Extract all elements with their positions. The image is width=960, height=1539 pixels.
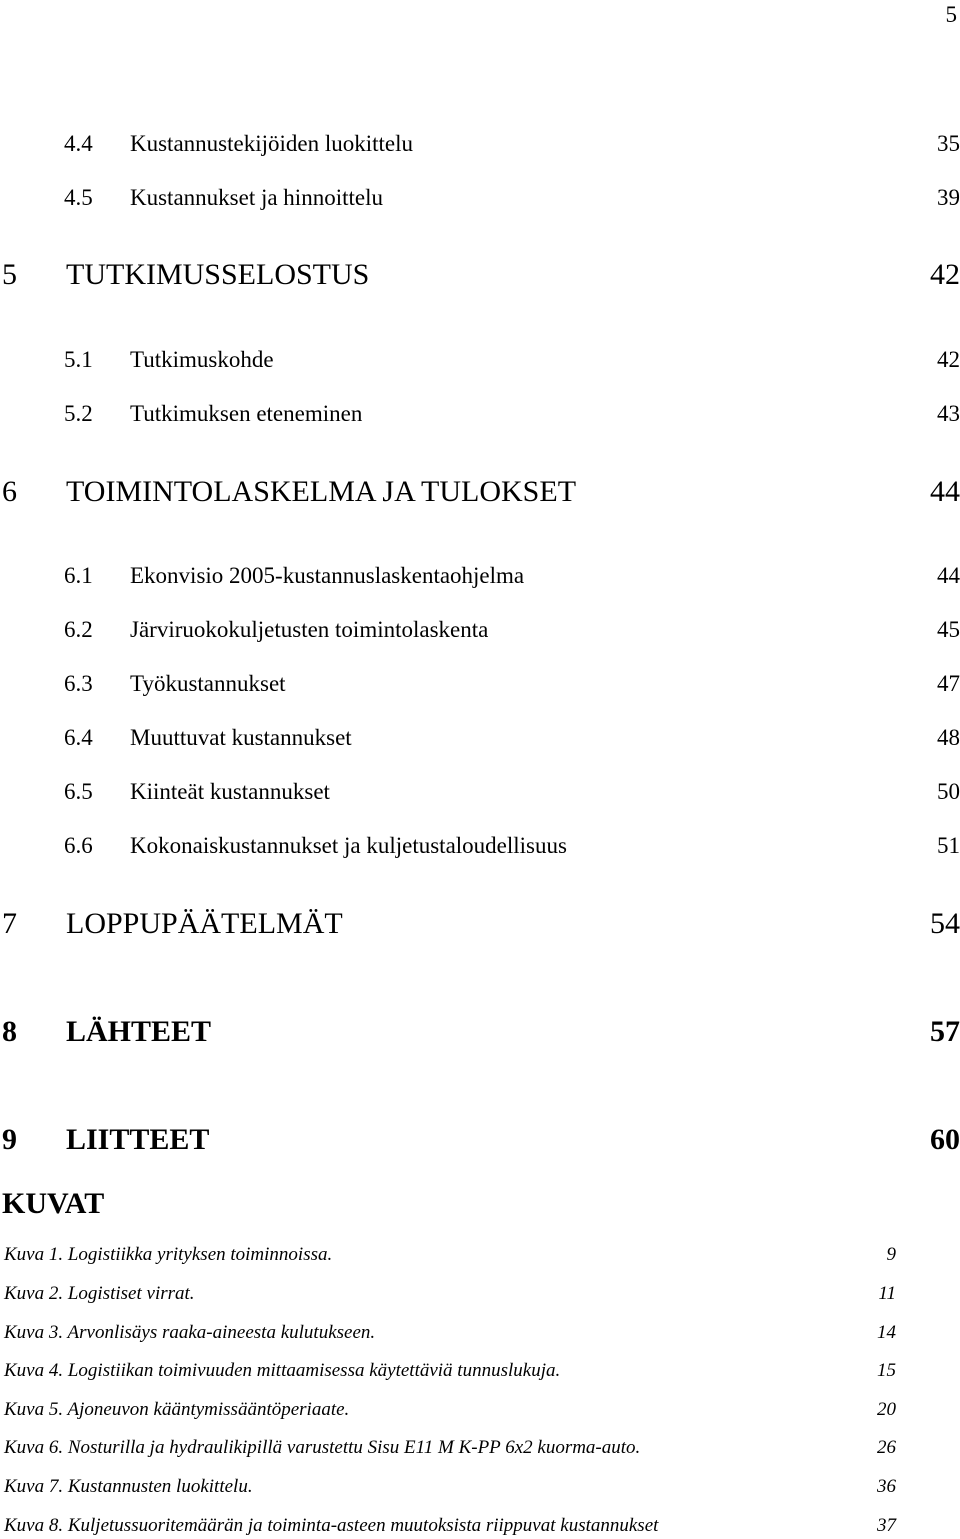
figure-entry-page: 14: [877, 1322, 896, 1343]
toc-chapter-number: 8: [2, 1015, 17, 1048]
toc-chapter-page: 42: [930, 258, 960, 291]
toc-entry-title: Ekonvisio 2005-kustannuslaskentaohjelma: [130, 563, 525, 588]
figure-entry-page: 9: [886, 1244, 896, 1265]
toc-entry-title: Tutkimuskohde: [130, 347, 274, 372]
toc-chapter-number: 5: [2, 258, 17, 291]
toc-entry-title: Kustannukset ja hinnoittelu: [130, 185, 383, 210]
figure-entry-page: 36: [877, 1476, 896, 1497]
toc-entry-title: Kokonaiskustannukset ja kuljetustaloudellisuus: [130, 833, 567, 858]
toc-chapter-page: 57: [930, 1015, 960, 1048]
toc-chapter-page: 60: [930, 1123, 960, 1156]
figure-entry-page: 15: [877, 1360, 896, 1381]
toc-entry-number: 6.1: [64, 563, 93, 588]
toc-entry-number: 6.4: [64, 725, 93, 750]
toc-entry-title: Järviruokokuljetusten toimintolaskenta: [130, 617, 489, 642]
toc-chapter-page: 44: [930, 475, 960, 508]
toc-entry-number: 6.6: [64, 833, 93, 858]
toc-entry-page: 51: [937, 833, 960, 858]
toc-entry-title: Muuttuvat kustannukset: [130, 725, 352, 750]
toc-entry-number: 4.5: [64, 185, 93, 210]
figure-entry-page: 26: [877, 1437, 896, 1458]
toc-chapter-title: TOIMINTOLASKELMA JA TULOKSET: [66, 475, 577, 508]
toc-entry-page: 47: [937, 671, 960, 696]
toc-entry-number: 6.3: [64, 671, 93, 696]
toc-entry-number: 6.2: [64, 617, 93, 642]
figure-entry-title: Kuva 1. Logistiikka yrityksen toiminnoissa.: [4, 1244, 333, 1265]
toc-entry-number: 4.4: [64, 131, 93, 156]
toc-entry-page: 35: [937, 131, 960, 156]
toc-entry-page: 45: [937, 617, 960, 642]
toc-entry-number: 5.1: [64, 347, 93, 372]
toc-chapter-title: TUTKIMUSSELOSTUS: [66, 258, 370, 291]
figure-entry-title: Kuva 2. Logistiset virrat.: [4, 1283, 195, 1304]
toc-chapter-title: LOPPUPÄÄTELMÄT: [66, 907, 343, 940]
toc-entry-number: 6.5: [64, 779, 93, 804]
figure-entry-title: Kuva 5. Ajoneuvon kääntymissääntöperiaate.: [4, 1399, 350, 1420]
page-number: 5: [945, 2, 957, 27]
figure-entry-title: Kuva 7. Kustannusten luokittelu.: [4, 1476, 253, 1497]
toc-entry-page: 44: [937, 563, 960, 588]
figure-entry-title: Kuva 8. Kuljetussuoritemäärän ja toiminta-asteen muutoksista riippuvat kustannukset: [4, 1515, 659, 1536]
toc-entry-title: Työkustannukset: [130, 671, 286, 696]
toc-entry-page: 48: [937, 725, 960, 750]
toc-entry-page: 50: [937, 779, 960, 804]
figure-entry-title: Kuva 4. Logistiikan toimivuuden mittaamisessa käytettäviä tunnuslukuja.: [4, 1360, 561, 1381]
toc-chapter-title: LIITTEET: [66, 1123, 210, 1156]
toc-entry-page: 39: [937, 185, 960, 210]
toc-entry-title: Tutkimuksen eteneminen: [130, 401, 363, 426]
figure-entry-title: Kuva 3. Arvonlisäys raaka-aineesta kulutukseen.: [4, 1322, 376, 1343]
toc-entry-page: 43: [937, 401, 960, 426]
figure-entry-page: 20: [877, 1399, 896, 1420]
toc-chapter-number: 6: [2, 475, 17, 508]
figure-entry-page: 11: [878, 1283, 896, 1304]
toc-chapter-page: 54: [930, 907, 960, 940]
toc-entry-title: Kiinteät kustannukset: [130, 779, 330, 804]
toc-chapter-title: LÄHTEET: [66, 1015, 212, 1048]
figures-heading: KUVAT: [2, 1187, 105, 1220]
toc-chapter-number: 7: [2, 907, 17, 940]
toc-entry-page: 42: [937, 347, 960, 372]
toc-chapter-number: 9: [2, 1123, 17, 1156]
figure-entry-page: 37: [877, 1515, 896, 1536]
toc-entry-title: Kustannustekijöiden luokittelu: [130, 131, 413, 156]
toc-entry-number: 5.2: [64, 401, 93, 426]
figure-entry-title: Kuva 6. Nosturilla ja hydraulikipillä varustettu Sisu E11 M K-PP 6x2 kuorma-auto.: [4, 1437, 641, 1458]
